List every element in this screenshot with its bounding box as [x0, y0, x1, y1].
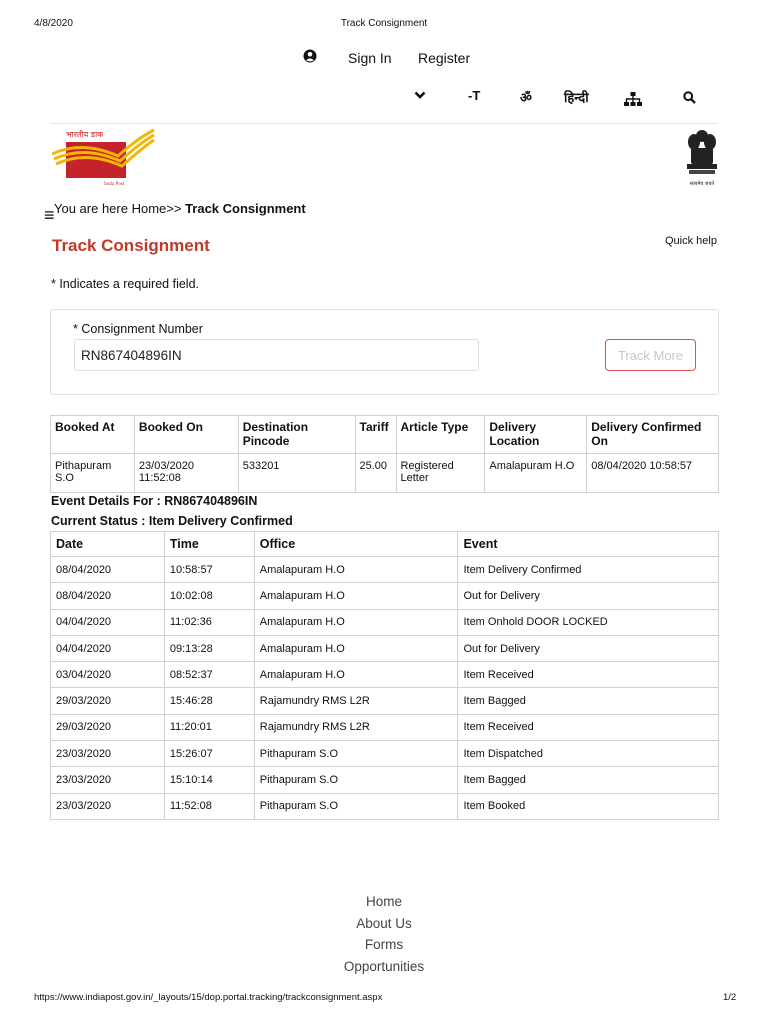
- delivery-confirmed-on-cell: 08/04/2020 10:58:57: [587, 454, 719, 493]
- event-time: 11:02:36: [164, 609, 254, 635]
- event-office: Rajamundry RMS L2R: [254, 688, 458, 714]
- chevron-down-icon[interactable]: [414, 88, 426, 102]
- register-link[interactable]: Register: [418, 50, 471, 66]
- booking-header: Destination Pincode: [238, 416, 355, 454]
- booking-header: Delivery Confirmed On: [587, 416, 719, 454]
- footer-link-about-us[interactable]: About Us: [356, 915, 412, 931]
- table-row: [51, 793, 719, 819]
- booked-on-cell: 23/03/2020 11:52:08: [134, 454, 238, 493]
- print-url: https://www.indiapost.gov.in/_layouts/15/dop.portal.tracking/trackconsignment.aspx: [34, 992, 383, 1003]
- event-time: 11:52:08: [164, 793, 254, 819]
- print-date: 4/8/2020: [34, 18, 73, 29]
- breadcrumb-prefix: You are here Home>>: [54, 201, 186, 216]
- event-description: Item Bagged: [458, 688, 719, 714]
- event-description: Item Dispatched: [458, 741, 719, 767]
- booking-header: Booked On: [134, 416, 238, 454]
- footer-link-home[interactable]: Home: [365, 894, 402, 909]
- event-description: Item Bagged: [458, 767, 719, 793]
- table-row: [51, 714, 719, 740]
- india-post-logo[interactable]: [52, 128, 156, 188]
- event-date: 29/03/2020: [51, 714, 165, 740]
- booked-at-cell: Pithapuram S.O: [51, 454, 135, 493]
- national-emblem-logo: [684, 128, 720, 188]
- booking-details-table: [50, 415, 719, 493]
- event-time: 15:46:28: [164, 688, 254, 714]
- footer-link-forms[interactable]: Forms: [364, 937, 404, 952]
- event-time: 15:26:07: [164, 741, 254, 767]
- events-header-row: [51, 532, 719, 557]
- consignment-number-label: * Consignment Number: [73, 322, 203, 336]
- event-office: Amalapuram H.O: [254, 583, 458, 609]
- event-date: 04/04/2020: [51, 635, 165, 661]
- om-icon[interactable]: ॐ: [520, 90, 532, 105]
- event-description: Item Received: [458, 662, 719, 688]
- event-date: 23/03/2020: [51, 793, 165, 819]
- event-date: 08/04/2020: [51, 557, 165, 583]
- events-table: [50, 531, 719, 820]
- search-icon[interactable]: [683, 91, 696, 104]
- consignment-form: [50, 309, 719, 395]
- events-header: Time: [164, 532, 254, 557]
- table-row: [51, 767, 719, 793]
- event-office: Pithapuram S.O: [254, 741, 458, 767]
- events-header: Event: [458, 532, 719, 557]
- booking-header: Article Type: [396, 416, 485, 454]
- table-row: [51, 662, 719, 688]
- logo-hindi-text: भारतीय डाक: [66, 130, 104, 139]
- event-date: 08/04/2020: [51, 583, 165, 609]
- table-row: [51, 609, 719, 635]
- quick-help-link[interactable]: Quick help: [665, 235, 717, 247]
- font-size-icon[interactable]: -T: [468, 88, 481, 103]
- track-more-button[interactable]: Track More: [605, 339, 696, 371]
- required-field-note: * Indicates a required field.: [51, 277, 200, 291]
- breadcrumb: [54, 201, 306, 216]
- page-title: Track Consignment: [52, 236, 210, 255]
- event-date: 04/04/2020: [51, 609, 165, 635]
- table-row: [51, 583, 719, 609]
- event-date: 03/04/2020: [51, 662, 165, 688]
- breadcrumb-current: Track Consignment: [185, 201, 306, 216]
- event-office: Amalapuram H.O: [254, 609, 458, 635]
- user-icon[interactable]: [303, 49, 317, 63]
- event-time: 10:02:08: [164, 583, 254, 609]
- sitemap-icon[interactable]: [624, 92, 642, 106]
- consignment-number-input[interactable]: [74, 339, 479, 371]
- event-date: 29/03/2020: [51, 688, 165, 714]
- event-details-heading: Event Details For : RN867404896IN: [51, 494, 258, 508]
- event-time: 10:58:57: [164, 557, 254, 583]
- events-header: Date: [51, 532, 165, 557]
- print-page-number: 1/2: [723, 992, 737, 1003]
- table-row: [51, 635, 719, 661]
- events-header: Office: [254, 532, 458, 557]
- event-office: Amalapuram H.O: [254, 557, 458, 583]
- booking-header: Tariff: [355, 416, 396, 454]
- event-description: Item Received: [458, 714, 719, 740]
- table-row: [51, 557, 719, 583]
- menu-hamburger-icon[interactable]: ≡: [44, 205, 55, 225]
- event-office: Rajamundry RMS L2R: [254, 714, 458, 740]
- event-time: 15:10:14: [164, 767, 254, 793]
- emblem-motto: सत्यमेव जयते: [689, 181, 715, 187]
- table-row: [51, 741, 719, 767]
- event-time: 08:52:37: [164, 662, 254, 688]
- event-date: 23/03/2020: [51, 741, 165, 767]
- print-title: Track Consignment: [340, 18, 428, 29]
- booking-header: Booked At: [51, 416, 135, 454]
- hindi-language-link[interactable]: हिन्दी: [564, 90, 589, 105]
- event-description: Out for Delivery: [458, 583, 719, 609]
- booking-row: [51, 454, 719, 493]
- footer-link-opportunities[interactable]: Opportunities: [343, 958, 425, 974]
- delivery-location-cell: Amalapuram H.O: [485, 454, 587, 493]
- booking-header: Delivery Location: [485, 416, 587, 454]
- tariff-cell: 25.00: [355, 454, 396, 493]
- event-time: 09:13:28: [164, 635, 254, 661]
- booking-header-row: [51, 416, 719, 454]
- event-description: Item Delivery Confirmed: [458, 557, 719, 583]
- sign-in-link[interactable]: Sign In: [348, 50, 392, 66]
- event-description: Item Booked: [458, 793, 719, 819]
- event-office: Amalapuram H.O: [254, 662, 458, 688]
- destination-pincode-cell: 533201: [238, 454, 355, 493]
- event-office: Pithapuram S.O: [254, 793, 458, 819]
- event-office: Amalapuram H.O: [254, 635, 458, 661]
- event-time: 11:20:01: [164, 714, 254, 740]
- event-office: Pithapuram S.O: [254, 767, 458, 793]
- current-status: Current Status : Item Delivery Confirmed: [51, 514, 293, 528]
- article-type-cell: Registered Letter: [396, 454, 485, 493]
- header-divider: [50, 123, 718, 124]
- footer-links: [0, 894, 768, 980]
- table-row: [51, 688, 719, 714]
- toolbar: [0, 88, 768, 108]
- logo-english-text: India Post: [104, 182, 125, 187]
- event-description: Out for Delivery: [458, 635, 719, 661]
- event-description: Item Onhold DOOR LOCKED: [458, 609, 719, 635]
- event-date: 23/03/2020: [51, 767, 165, 793]
